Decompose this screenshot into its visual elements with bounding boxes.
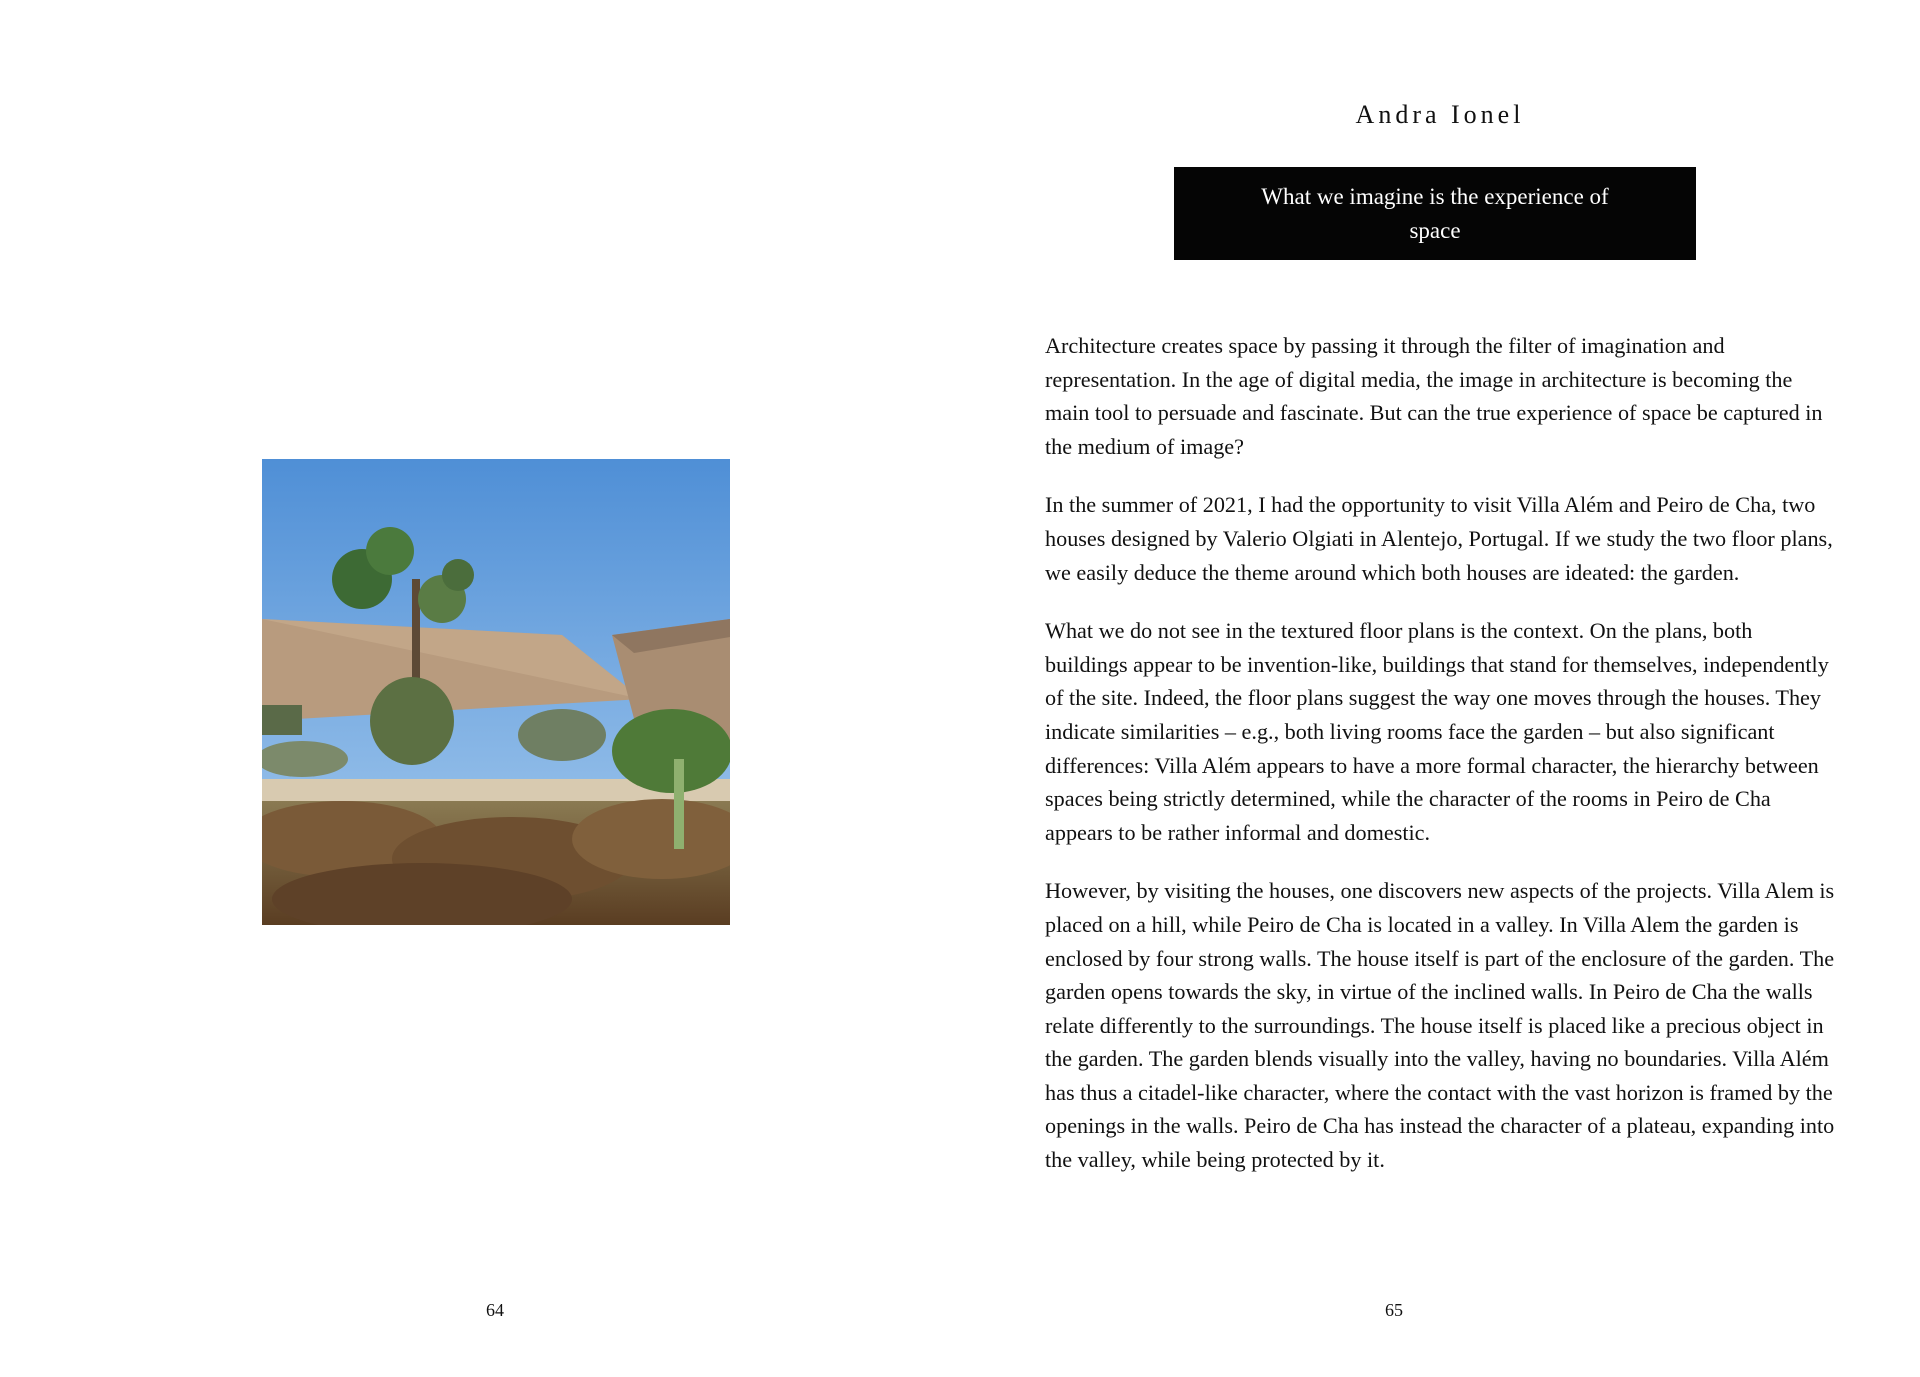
- page-number: 65: [1385, 1300, 1403, 1320]
- garden-photo-illustration: [262, 459, 730, 925]
- paragraph: In the summer of 2021, I had the opportunity to visit Villa Além and Peiro de Cha, two houses designed by Valerio Olgiati in Alentejo, Portugal. If we study the two floor plans, we easily deduce the theme around which both houses are ideated: the garden.: [1045, 492, 1833, 585]
- paragraph: Architecture creates space by passing it through the filter of imagination and representation. In the age of digital media, the image in architecture is becoming the main tool to persuade and fascinate. But can the true experience of space be captured in the medium of image?: [1045, 333, 1823, 459]
- author-name: Andra Ionel: [1355, 100, 1525, 129]
- paragraph: What we do not see in the textured floor plans is the context. On the plans, both buildings appear to be invention-like, buildings that stand for themselves, independently of the site. Indeed, the floor plans suggest the way one moves through the houses. They indicate similarities – e.g., both living rooms face the garden – but also significant differences: Villa Além appears to have a more formal character, the hierarchy between spaces being strictly determined, while the character of the rooms in Peiro de Cha appears to be rather informal and domestic.: [1045, 618, 1829, 845]
- garden-photo: [262, 459, 730, 925]
- paragraph: However, by visiting the houses, one discovers new aspects of the projects. Villa Alem is placed on a hill, while Peiro de Cha is located in a valley. In Villa Alem the garden is enclosed by four strong walls. The house itself is part of the enclosure of the garden. The garden opens towards the sky, in virtue of the inclined walls. In Peiro de Cha the walls relate differently to the surroundings. The house itself is placed like a precious object in the garden. The garden blends visually into the valley, having no boundaries. Villa Além has thus a citadel-like character, where the contact with the vast horizon is framed by the openings in the walls. Peiro de Cha has instead the character of a plateau, expanding into the valley, while being protected by it.: [1045, 878, 1835, 1173]
- right-page: [960, 0, 1920, 1377]
- article-body: [1045, 329, 1835, 1202]
- article-title: What we imagine is the experience of space: [1261, 183, 1609, 243]
- title-box: [1174, 167, 1696, 260]
- page-number: 64: [486, 1300, 504, 1320]
